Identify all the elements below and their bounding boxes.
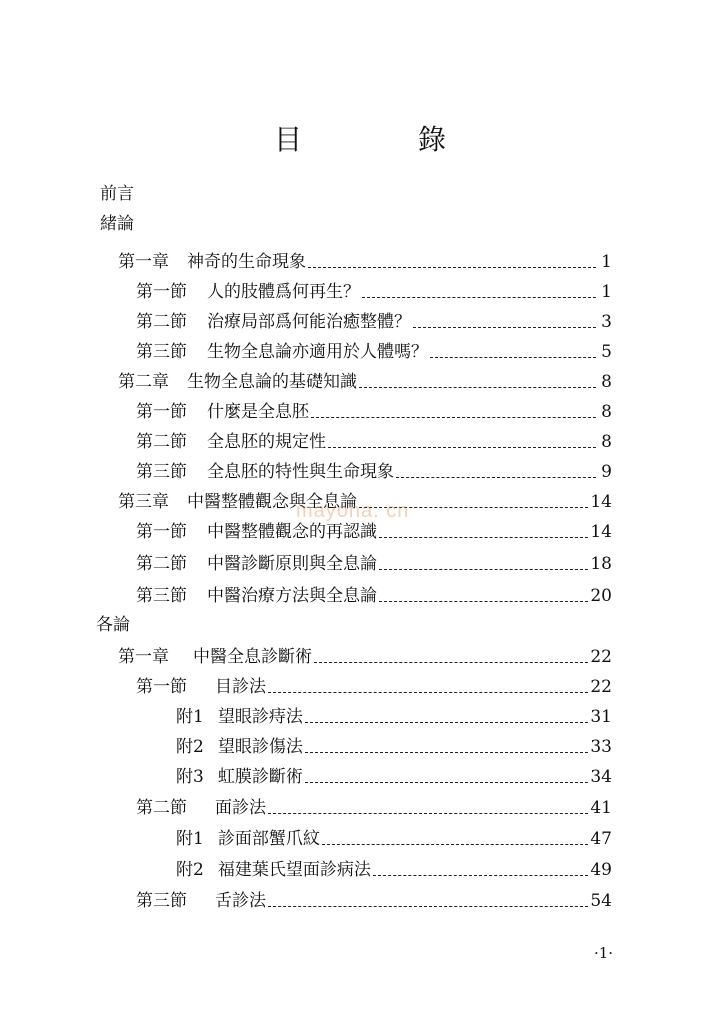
toc-appendix-row <box>176 766 612 788</box>
dot-leader <box>322 844 589 845</box>
toc-section-number: 第二節 <box>136 554 187 574</box>
toc-section-heading <box>100 183 134 205</box>
dot-leader <box>379 569 588 570</box>
toc-entry-title: 望眼診痔法 <box>217 707 303 727</box>
toc-entry-title: 虹膜診斷術 <box>217 767 303 787</box>
toc-entry-title: 人的肢體爲何再生？ <box>207 282 360 302</box>
toc-page-number: 1 <box>601 282 612 302</box>
toc-page-number: 14 <box>590 522 612 542</box>
toc-page-number: 22 <box>590 647 612 667</box>
toc-section-number: 第二節 <box>136 432 187 452</box>
toc-entry-title: 舌診法 <box>215 891 266 911</box>
toc-chapter-number: 第一章 <box>118 647 169 667</box>
page-number-footer: ·1· <box>594 944 614 962</box>
toc-section-row <box>136 585 612 607</box>
toc-entry-title: 診面部蟹爪紋 <box>217 829 320 849</box>
toc-page-number: 3 <box>601 312 612 332</box>
toc-entry-title: 治療局部爲何能治癒整體？ <box>207 312 411 332</box>
toc-section-number: 第一節 <box>136 522 187 542</box>
toc-section-number: 第二節 <box>136 312 187 332</box>
toc-section-number: 第三節 <box>136 342 187 362</box>
toc-page-number: 34 <box>590 767 612 787</box>
toc-section-number: 第二節 <box>136 798 187 818</box>
toc-appendix-number: 附2 <box>176 737 204 757</box>
toc-page-number: 49 <box>590 860 612 880</box>
dot-leader <box>379 537 588 538</box>
toc-section-number: 第一節 <box>136 282 187 302</box>
toc-entry-title: 目診法 <box>215 677 266 697</box>
toc-entry-title: 生物全息論的基礎知識 <box>187 372 357 392</box>
toc-appendix-row <box>176 736 612 758</box>
toc-section-row <box>136 311 612 333</box>
toc-page-number: 8 <box>601 372 612 392</box>
toc-page-number: 1 <box>601 252 612 272</box>
toc-page-number: 22 <box>590 677 612 697</box>
dot-leader <box>396 477 596 478</box>
dot-leader <box>268 813 588 814</box>
dot-leader <box>305 782 589 783</box>
toc-section-row <box>136 461 612 483</box>
toc-page-number: 9 <box>601 462 612 482</box>
toc-chapter-number: 第三章 <box>118 492 169 512</box>
toc-section-row <box>136 401 612 423</box>
toc-appendix-row <box>176 706 612 728</box>
toc-entry-title: 前言 <box>100 184 134 204</box>
toc-entry-title: 中醫全息診斷術 <box>193 647 312 667</box>
toc-page-number: 5 <box>601 342 612 362</box>
toc-entry-title: 面診法 <box>215 798 266 818</box>
dot-leader <box>379 601 588 602</box>
dot-leader <box>305 752 589 753</box>
dot-leader <box>373 875 589 876</box>
dot-leader <box>311 417 596 418</box>
toc-section-number: 第三節 <box>136 891 187 911</box>
toc-section-row <box>136 890 612 912</box>
dot-leader <box>314 662 588 663</box>
toc-page-number: 41 <box>590 798 612 818</box>
toc-section-row <box>136 521 612 543</box>
toc-page-number: 8 <box>601 432 612 452</box>
dot-leader <box>305 722 589 723</box>
toc-appendix-number: 附1 <box>176 707 204 727</box>
toc-section-row <box>136 676 612 698</box>
toc-entry-title: 福建葉氏望面診病法 <box>217 860 371 880</box>
toc-entry-title: 中醫整體觀念的再認識 <box>207 522 377 542</box>
toc-section-row <box>136 553 612 575</box>
toc-page-number: 18 <box>590 554 612 574</box>
toc-page-number: 8 <box>601 402 612 422</box>
toc-appendix-number: 附1 <box>176 829 204 849</box>
toc-page-number: 33 <box>590 737 612 757</box>
toc-section-row <box>136 341 612 363</box>
toc-section-number: 第三節 <box>136 586 187 606</box>
toc-chapter-number: 第一章 <box>118 252 169 272</box>
dot-leader <box>308 267 596 268</box>
toc-appendix-number: 附3 <box>176 767 204 787</box>
toc-chapter-number: 第二章 <box>118 372 169 392</box>
toc-appendix-number: 附2 <box>176 860 204 880</box>
toc-section-number: 第一節 <box>136 402 187 422</box>
toc-page-number: 31 <box>590 707 612 727</box>
toc-section-row <box>136 797 612 819</box>
toc-chapter-row <box>118 371 612 393</box>
toc-section-heading <box>96 614 130 636</box>
watermark: mayona. cn <box>296 500 410 522</box>
toc-entry-title: 中醫整體觀念與全息論 <box>187 492 357 512</box>
toc-entry-title: 神奇的生命現象 <box>187 252 306 272</box>
toc-entry-title: 什麼是全息胚 <box>207 402 309 422</box>
toc-page-number: 14 <box>590 492 612 512</box>
dot-leader <box>430 357 596 358</box>
dot-leader <box>362 297 596 298</box>
toc-section-row <box>136 281 612 303</box>
toc-chapter-row <box>118 251 612 273</box>
toc-entry-title: 全息胚的規定性 <box>207 432 326 452</box>
toc-page-number: 20 <box>590 586 612 606</box>
dot-leader <box>359 387 596 388</box>
toc-appendix-row <box>176 828 612 850</box>
dot-leader <box>268 692 588 693</box>
dot-leader <box>328 447 596 448</box>
toc-page-number: 54 <box>590 891 612 911</box>
toc-section-number: 第一節 <box>136 677 187 697</box>
toc-entry-title: 生物全息論亦適用於人體嗎？ <box>207 342 428 362</box>
toc-page-number: 47 <box>590 829 612 849</box>
toc-appendix-row <box>176 859 612 881</box>
toc-section-row <box>136 431 612 453</box>
toc-entry-title: 各論 <box>96 615 130 635</box>
page-title: 目 錄 <box>273 123 490 156</box>
toc-entry-title: 中醫診斷原則與全息論 <box>207 554 377 574</box>
toc-section-number: 第三節 <box>136 462 187 482</box>
toc-entry-title: 中醫治療方法與全息論 <box>207 586 377 606</box>
toc-chapter-row <box>118 646 612 668</box>
toc-entry-title: 緒論 <box>100 214 134 234</box>
dot-leader <box>268 906 588 907</box>
toc-entry-title: 全息胚的特性與生命現象 <box>207 462 394 482</box>
toc-section-heading <box>100 213 134 235</box>
toc-entry-title: 望眼診傷法 <box>217 737 303 757</box>
dot-leader <box>413 327 596 328</box>
